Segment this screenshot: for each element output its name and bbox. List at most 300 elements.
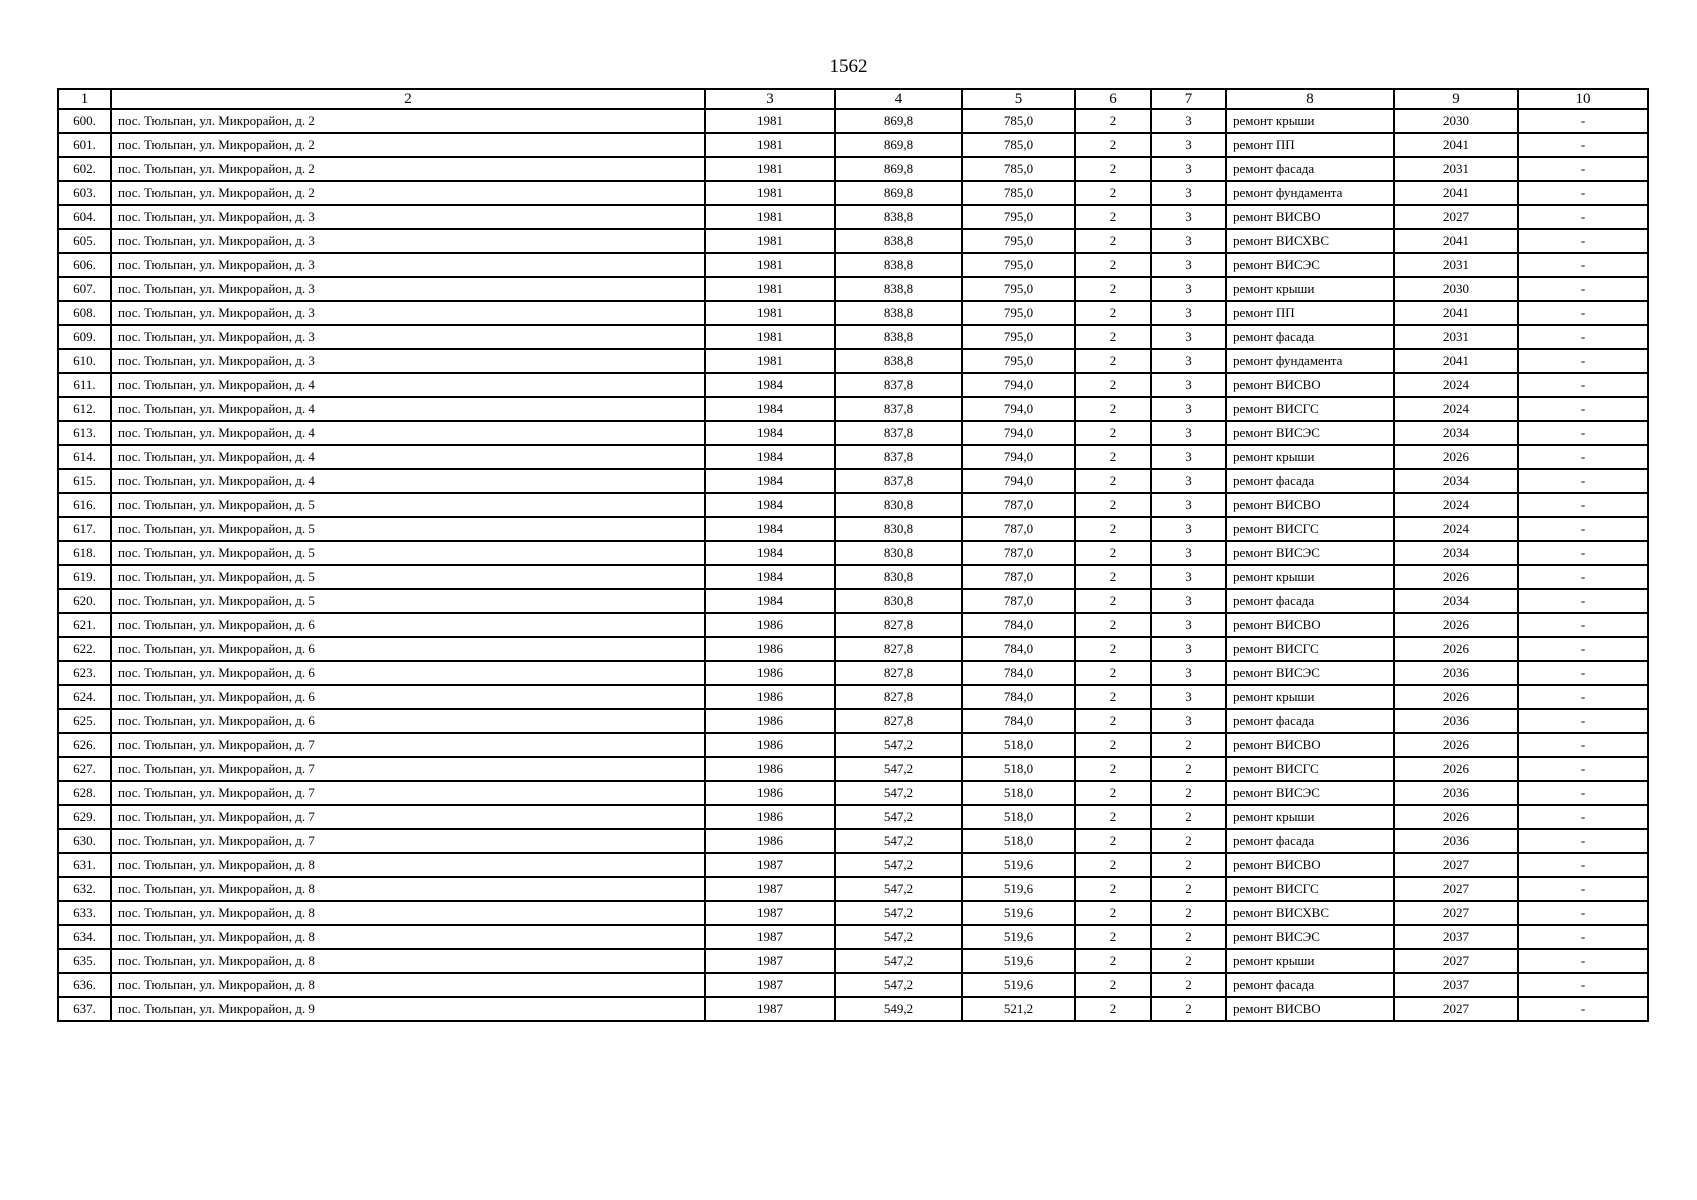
total-area-cell: 869,8 bbox=[835, 133, 962, 157]
address-cell: пос. Тюльпан, ул. Микрорайон, д. 4 bbox=[111, 397, 705, 421]
year-built-cell: 1984 bbox=[705, 397, 835, 421]
living-area-cell: 785,0 bbox=[962, 157, 1075, 181]
work-type-cell: ремонт ВИСВО bbox=[1226, 733, 1394, 757]
row-number-cell: 630. bbox=[58, 829, 111, 853]
table-row bbox=[58, 349, 1648, 373]
work-type-cell: ремонт фасада bbox=[1226, 829, 1394, 853]
table-row bbox=[58, 901, 1648, 925]
address-cell: пос. Тюльпан, ул. Микрорайон, д. 2 bbox=[111, 109, 705, 133]
planned-year-cell: 2036 bbox=[1394, 781, 1518, 805]
year-built-cell: 1987 bbox=[705, 973, 835, 997]
year-built-cell: 1986 bbox=[705, 829, 835, 853]
total-area-cell: 838,8 bbox=[835, 205, 962, 229]
planned-year-cell: 2026 bbox=[1394, 805, 1518, 829]
year-built-cell: 1981 bbox=[705, 133, 835, 157]
floors-cell: 2 bbox=[1075, 109, 1151, 133]
total-area-cell: 830,8 bbox=[835, 493, 962, 517]
total-area-cell: 827,8 bbox=[835, 637, 962, 661]
note-cell: - bbox=[1518, 685, 1648, 709]
row-number-cell: 633. bbox=[58, 901, 111, 925]
planned-year-cell: 2034 bbox=[1394, 589, 1518, 613]
note-cell: - bbox=[1518, 349, 1648, 373]
entrances-cell: 3 bbox=[1151, 109, 1226, 133]
work-type-cell: ремонт ВИСГС bbox=[1226, 757, 1394, 781]
living-area-cell: 785,0 bbox=[962, 181, 1075, 205]
address-cell: пос. Тюльпан, ул. Микрорайон, д. 7 bbox=[111, 829, 705, 853]
note-cell: - bbox=[1518, 829, 1648, 853]
year-built-cell: 1981 bbox=[705, 181, 835, 205]
row-number-cell: 606. bbox=[58, 253, 111, 277]
living-area-cell: 795,0 bbox=[962, 253, 1075, 277]
entrances-cell: 3 bbox=[1151, 301, 1226, 325]
address-cell: пос. Тюльпан, ул. Микрорайон, д. 8 bbox=[111, 901, 705, 925]
table-row bbox=[58, 757, 1648, 781]
note-cell: - bbox=[1518, 133, 1648, 157]
work-type-cell: ремонт ВИСВО bbox=[1226, 493, 1394, 517]
planned-year-cell: 2031 bbox=[1394, 325, 1518, 349]
year-built-cell: 1987 bbox=[705, 997, 835, 1021]
column-header-2: 2 bbox=[111, 89, 705, 109]
row-number-cell: 627. bbox=[58, 757, 111, 781]
total-area-cell: 837,8 bbox=[835, 445, 962, 469]
year-built-cell: 1981 bbox=[705, 301, 835, 325]
row-number-cell: 618. bbox=[58, 541, 111, 565]
living-area-cell: 795,0 bbox=[962, 349, 1075, 373]
note-cell: - bbox=[1518, 589, 1648, 613]
entrances-cell: 2 bbox=[1151, 853, 1226, 877]
planned-year-cell: 2037 bbox=[1394, 973, 1518, 997]
living-area-cell: 519,6 bbox=[962, 853, 1075, 877]
table-row bbox=[58, 421, 1648, 445]
row-number-cell: 621. bbox=[58, 613, 111, 637]
entrances-cell: 3 bbox=[1151, 709, 1226, 733]
planned-year-cell: 2024 bbox=[1394, 373, 1518, 397]
note-cell: - bbox=[1518, 925, 1648, 949]
note-cell: - bbox=[1518, 205, 1648, 229]
note-cell: - bbox=[1518, 157, 1648, 181]
planned-year-cell: 2034 bbox=[1394, 469, 1518, 493]
year-built-cell: 1984 bbox=[705, 589, 835, 613]
column-header-8: 8 bbox=[1226, 89, 1394, 109]
column-header-10: 10 bbox=[1518, 89, 1648, 109]
work-type-cell: ремонт крыши bbox=[1226, 277, 1394, 301]
living-area-cell: 794,0 bbox=[962, 397, 1075, 421]
floors-cell: 2 bbox=[1075, 613, 1151, 637]
living-area-cell: 518,0 bbox=[962, 757, 1075, 781]
planned-year-cell: 2024 bbox=[1394, 517, 1518, 541]
work-type-cell: ремонт ВИСГС bbox=[1226, 397, 1394, 421]
note-cell: - bbox=[1518, 997, 1648, 1021]
note-cell: - bbox=[1518, 421, 1648, 445]
living-area-cell: 518,0 bbox=[962, 781, 1075, 805]
total-area-cell: 837,8 bbox=[835, 397, 962, 421]
address-cell: пос. Тюльпан, ул. Микрорайон, д. 6 bbox=[111, 685, 705, 709]
address-cell: пос. Тюльпан, ул. Микрорайон, д. 8 bbox=[111, 925, 705, 949]
table-row bbox=[58, 181, 1648, 205]
living-area-cell: 518,0 bbox=[962, 829, 1075, 853]
floors-cell: 2 bbox=[1075, 157, 1151, 181]
floors-cell: 2 bbox=[1075, 781, 1151, 805]
address-cell: пос. Тюльпан, ул. Микрорайон, д. 6 bbox=[111, 637, 705, 661]
note-cell: - bbox=[1518, 853, 1648, 877]
planned-year-cell: 2027 bbox=[1394, 877, 1518, 901]
floors-cell: 2 bbox=[1075, 421, 1151, 445]
entrances-cell: 3 bbox=[1151, 565, 1226, 589]
address-cell: пос. Тюльпан, ул. Микрорайон, д. 4 bbox=[111, 445, 705, 469]
entrances-cell: 2 bbox=[1151, 973, 1226, 997]
living-area-cell: 519,6 bbox=[962, 949, 1075, 973]
total-area-cell: 547,2 bbox=[835, 733, 962, 757]
total-area-cell: 838,8 bbox=[835, 325, 962, 349]
year-built-cell: 1981 bbox=[705, 349, 835, 373]
work-type-cell: ремонт фундамента bbox=[1226, 181, 1394, 205]
living-area-cell: 795,0 bbox=[962, 301, 1075, 325]
total-area-cell: 869,8 bbox=[835, 157, 962, 181]
table-row bbox=[58, 301, 1648, 325]
entrances-cell: 2 bbox=[1151, 877, 1226, 901]
year-built-cell: 1987 bbox=[705, 853, 835, 877]
floors-cell: 2 bbox=[1075, 205, 1151, 229]
table-row bbox=[58, 325, 1648, 349]
year-built-cell: 1986 bbox=[705, 685, 835, 709]
living-area-cell: 784,0 bbox=[962, 661, 1075, 685]
work-type-cell: ремонт крыши bbox=[1226, 805, 1394, 829]
planned-year-cell: 2026 bbox=[1394, 637, 1518, 661]
row-number-cell: 609. bbox=[58, 325, 111, 349]
total-area-cell: 838,8 bbox=[835, 301, 962, 325]
total-area-cell: 547,2 bbox=[835, 973, 962, 997]
floors-cell: 2 bbox=[1075, 853, 1151, 877]
row-number-cell: 607. bbox=[58, 277, 111, 301]
table-row bbox=[58, 733, 1648, 757]
address-cell: пос. Тюльпан, ул. Микрорайон, д. 2 bbox=[111, 157, 705, 181]
note-cell: - bbox=[1518, 181, 1648, 205]
work-type-cell: ремонт ВИСВО bbox=[1226, 205, 1394, 229]
repair-schedule-table bbox=[57, 88, 1649, 1022]
work-type-cell: ремонт фундамента bbox=[1226, 349, 1394, 373]
address-cell: пос. Тюльпан, ул. Микрорайон, д. 8 bbox=[111, 949, 705, 973]
year-built-cell: 1981 bbox=[705, 109, 835, 133]
note-cell: - bbox=[1518, 709, 1648, 733]
planned-year-cell: 2027 bbox=[1394, 949, 1518, 973]
row-number-cell: 614. bbox=[58, 445, 111, 469]
note-cell: - bbox=[1518, 973, 1648, 997]
work-type-cell: ремонт ВИСХВС bbox=[1226, 901, 1394, 925]
row-number-cell: 612. bbox=[58, 397, 111, 421]
floors-cell: 2 bbox=[1075, 301, 1151, 325]
entrances-cell: 3 bbox=[1151, 325, 1226, 349]
year-built-cell: 1981 bbox=[705, 229, 835, 253]
year-built-cell: 1987 bbox=[705, 925, 835, 949]
row-number-cell: 611. bbox=[58, 373, 111, 397]
row-number-cell: 624. bbox=[58, 685, 111, 709]
work-type-cell: ремонт ВИСГС bbox=[1226, 517, 1394, 541]
entrances-cell: 3 bbox=[1151, 229, 1226, 253]
note-cell: - bbox=[1518, 229, 1648, 253]
work-type-cell: ремонт ПП bbox=[1226, 133, 1394, 157]
floors-cell: 2 bbox=[1075, 877, 1151, 901]
table-row bbox=[58, 637, 1648, 661]
entrances-cell: 3 bbox=[1151, 253, 1226, 277]
address-cell: пос. Тюльпан, ул. Микрорайон, д. 7 bbox=[111, 733, 705, 757]
total-area-cell: 830,8 bbox=[835, 541, 962, 565]
entrances-cell: 3 bbox=[1151, 637, 1226, 661]
address-cell: пос. Тюльпан, ул. Микрорайон, д. 8 bbox=[111, 973, 705, 997]
table-row bbox=[58, 781, 1648, 805]
address-cell: пос. Тюльпан, ул. Микрорайон, д. 4 bbox=[111, 373, 705, 397]
planned-year-cell: 2026 bbox=[1394, 613, 1518, 637]
planned-year-cell: 2041 bbox=[1394, 349, 1518, 373]
year-built-cell: 1986 bbox=[705, 613, 835, 637]
table-row bbox=[58, 973, 1648, 997]
entrances-cell: 3 bbox=[1151, 277, 1226, 301]
total-area-cell: 547,2 bbox=[835, 925, 962, 949]
note-cell: - bbox=[1518, 277, 1648, 301]
entrances-cell: 2 bbox=[1151, 949, 1226, 973]
floors-cell: 2 bbox=[1075, 133, 1151, 157]
floors-cell: 2 bbox=[1075, 637, 1151, 661]
floors-cell: 2 bbox=[1075, 325, 1151, 349]
living-area-cell: 787,0 bbox=[962, 541, 1075, 565]
table-row bbox=[58, 205, 1648, 229]
row-number-cell: 637. bbox=[58, 997, 111, 1021]
note-cell: - bbox=[1518, 301, 1648, 325]
table-row bbox=[58, 925, 1648, 949]
work-type-cell: ремонт ВИСВО bbox=[1226, 613, 1394, 637]
table-row bbox=[58, 517, 1648, 541]
page-number: 1562 bbox=[829, 56, 868, 77]
row-number-cell: 626. bbox=[58, 733, 111, 757]
floors-cell: 2 bbox=[1075, 661, 1151, 685]
address-cell: пос. Тюльпан, ул. Микрорайон, д. 6 bbox=[111, 613, 705, 637]
entrances-cell: 2 bbox=[1151, 805, 1226, 829]
floors-cell: 2 bbox=[1075, 901, 1151, 925]
living-area-cell: 794,0 bbox=[962, 445, 1075, 469]
work-type-cell: ремонт ВИСВО bbox=[1226, 997, 1394, 1021]
floors-cell: 2 bbox=[1075, 589, 1151, 613]
entrances-cell: 3 bbox=[1151, 613, 1226, 637]
year-built-cell: 1984 bbox=[705, 541, 835, 565]
year-built-cell: 1986 bbox=[705, 637, 835, 661]
year-built-cell: 1981 bbox=[705, 277, 835, 301]
year-built-cell: 1981 bbox=[705, 205, 835, 229]
note-cell: - bbox=[1518, 565, 1648, 589]
living-area-cell: 519,6 bbox=[962, 877, 1075, 901]
column-header-5: 5 bbox=[962, 89, 1075, 109]
living-area-cell: 787,0 bbox=[962, 493, 1075, 517]
note-cell: - bbox=[1518, 373, 1648, 397]
total-area-cell: 547,2 bbox=[835, 805, 962, 829]
total-area-cell: 547,2 bbox=[835, 949, 962, 973]
row-number-cell: 605. bbox=[58, 229, 111, 253]
entrances-cell: 3 bbox=[1151, 181, 1226, 205]
living-area-cell: 785,0 bbox=[962, 109, 1075, 133]
address-cell: пос. Тюльпан, ул. Микрорайон, д. 3 bbox=[111, 253, 705, 277]
row-number-cell: 616. bbox=[58, 493, 111, 517]
living-area-cell: 521,2 bbox=[962, 997, 1075, 1021]
work-type-cell: ремонт крыши bbox=[1226, 949, 1394, 973]
work-type-cell: ремонт крыши bbox=[1226, 685, 1394, 709]
planned-year-cell: 2026 bbox=[1394, 685, 1518, 709]
address-cell: пос. Тюльпан, ул. Микрорайон, д. 7 bbox=[111, 757, 705, 781]
floors-cell: 2 bbox=[1075, 973, 1151, 997]
address-cell: пос. Тюльпан, ул. Микрорайон, д. 8 bbox=[111, 877, 705, 901]
work-type-cell: ремонт крыши bbox=[1226, 445, 1394, 469]
table-row bbox=[58, 805, 1648, 829]
living-area-cell: 519,6 bbox=[962, 901, 1075, 925]
address-cell: пос. Тюльпан, ул. Микрорайон, д. 8 bbox=[111, 853, 705, 877]
work-type-cell: ремонт ВИСЭС bbox=[1226, 421, 1394, 445]
work-type-cell: ремонт ВИСГС bbox=[1226, 877, 1394, 901]
planned-year-cell: 2024 bbox=[1394, 397, 1518, 421]
living-area-cell: 795,0 bbox=[962, 325, 1075, 349]
table-row bbox=[58, 493, 1648, 517]
note-cell: - bbox=[1518, 469, 1648, 493]
table-row bbox=[58, 709, 1648, 733]
planned-year-cell: 2041 bbox=[1394, 133, 1518, 157]
work-type-cell: ремонт ВИСЭС bbox=[1226, 541, 1394, 565]
entrances-cell: 2 bbox=[1151, 901, 1226, 925]
year-built-cell: 1984 bbox=[705, 565, 835, 589]
floors-cell: 2 bbox=[1075, 565, 1151, 589]
floors-cell: 2 bbox=[1075, 277, 1151, 301]
total-area-cell: 838,8 bbox=[835, 253, 962, 277]
planned-year-cell: 2030 bbox=[1394, 109, 1518, 133]
row-number-cell: 600. bbox=[58, 109, 111, 133]
planned-year-cell: 2031 bbox=[1394, 253, 1518, 277]
table-row bbox=[58, 157, 1648, 181]
total-area-cell: 830,8 bbox=[835, 565, 962, 589]
living-area-cell: 518,0 bbox=[962, 805, 1075, 829]
work-type-cell: ремонт ВИСЭС bbox=[1226, 925, 1394, 949]
planned-year-cell: 2034 bbox=[1394, 421, 1518, 445]
entrances-cell: 3 bbox=[1151, 517, 1226, 541]
note-cell: - bbox=[1518, 757, 1648, 781]
address-cell: пос. Тюльпан, ул. Микрорайон, д. 9 bbox=[111, 997, 705, 1021]
total-area-cell: 838,8 bbox=[835, 277, 962, 301]
note-cell: - bbox=[1518, 949, 1648, 973]
total-area-cell: 547,2 bbox=[835, 781, 962, 805]
entrances-cell: 2 bbox=[1151, 757, 1226, 781]
row-number-cell: 628. bbox=[58, 781, 111, 805]
table-row bbox=[58, 613, 1648, 637]
table-row bbox=[58, 277, 1648, 301]
entrances-cell: 3 bbox=[1151, 661, 1226, 685]
entrances-cell: 2 bbox=[1151, 925, 1226, 949]
planned-year-cell: 2024 bbox=[1394, 493, 1518, 517]
year-built-cell: 1981 bbox=[705, 253, 835, 277]
entrances-cell: 3 bbox=[1151, 133, 1226, 157]
work-type-cell: ремонт ВИСГС bbox=[1226, 637, 1394, 661]
address-cell: пос. Тюльпан, ул. Микрорайон, д. 3 bbox=[111, 349, 705, 373]
table-row bbox=[58, 853, 1648, 877]
year-built-cell: 1984 bbox=[705, 517, 835, 541]
floors-cell: 2 bbox=[1075, 949, 1151, 973]
entrances-cell: 3 bbox=[1151, 445, 1226, 469]
column-header-6: 6 bbox=[1075, 89, 1151, 109]
row-number-cell: 629. bbox=[58, 805, 111, 829]
table-row bbox=[58, 445, 1648, 469]
planned-year-cell: 2026 bbox=[1394, 445, 1518, 469]
table-row bbox=[58, 565, 1648, 589]
table-row bbox=[58, 829, 1648, 853]
row-number-cell: 634. bbox=[58, 925, 111, 949]
entrances-cell: 3 bbox=[1151, 157, 1226, 181]
address-cell: пос. Тюльпан, ул. Микрорайон, д. 5 bbox=[111, 541, 705, 565]
row-number-cell: 619. bbox=[58, 565, 111, 589]
living-area-cell: 784,0 bbox=[962, 709, 1075, 733]
living-area-cell: 795,0 bbox=[962, 205, 1075, 229]
total-area-cell: 827,8 bbox=[835, 613, 962, 637]
year-built-cell: 1987 bbox=[705, 877, 835, 901]
total-area-cell: 838,8 bbox=[835, 229, 962, 253]
note-cell: - bbox=[1518, 781, 1648, 805]
address-cell: пос. Тюльпан, ул. Микрорайон, д. 4 bbox=[111, 469, 705, 493]
floors-cell: 2 bbox=[1075, 445, 1151, 469]
column-header-1: 1 bbox=[58, 89, 111, 109]
work-type-cell: ремонт ПП bbox=[1226, 301, 1394, 325]
work-type-cell: ремонт фасада bbox=[1226, 589, 1394, 613]
work-type-cell: ремонт фасада bbox=[1226, 709, 1394, 733]
year-built-cell: 1986 bbox=[705, 733, 835, 757]
year-built-cell: 1986 bbox=[705, 757, 835, 781]
note-cell: - bbox=[1518, 325, 1648, 349]
address-cell: пос. Тюльпан, ул. Микрорайон, д. 7 bbox=[111, 805, 705, 829]
work-type-cell: ремонт ВИСЭС bbox=[1226, 253, 1394, 277]
entrances-cell: 2 bbox=[1151, 733, 1226, 757]
planned-year-cell: 2041 bbox=[1394, 181, 1518, 205]
planned-year-cell: 2041 bbox=[1394, 229, 1518, 253]
floors-cell: 2 bbox=[1075, 229, 1151, 253]
total-area-cell: 547,2 bbox=[835, 757, 962, 781]
row-number-cell: 602. bbox=[58, 157, 111, 181]
entrances-cell: 3 bbox=[1151, 397, 1226, 421]
work-type-cell: ремонт ВИСЭС bbox=[1226, 781, 1394, 805]
total-area-cell: 869,8 bbox=[835, 109, 962, 133]
table-row bbox=[58, 253, 1648, 277]
year-built-cell: 1986 bbox=[705, 805, 835, 829]
row-number-cell: 636. bbox=[58, 973, 111, 997]
table-row bbox=[58, 589, 1648, 613]
total-area-cell: 869,8 bbox=[835, 181, 962, 205]
entrances-cell: 3 bbox=[1151, 469, 1226, 493]
entrances-cell: 3 bbox=[1151, 421, 1226, 445]
living-area-cell: 784,0 bbox=[962, 685, 1075, 709]
note-cell: - bbox=[1518, 109, 1648, 133]
table-row bbox=[58, 685, 1648, 709]
table-row bbox=[58, 397, 1648, 421]
table-row bbox=[58, 949, 1648, 973]
living-area-cell: 795,0 bbox=[962, 229, 1075, 253]
row-number-cell: 608. bbox=[58, 301, 111, 325]
floors-cell: 2 bbox=[1075, 253, 1151, 277]
total-area-cell: 830,8 bbox=[835, 517, 962, 541]
year-built-cell: 1984 bbox=[705, 493, 835, 517]
year-built-cell: 1984 bbox=[705, 373, 835, 397]
floors-cell: 2 bbox=[1075, 541, 1151, 565]
row-number-cell: 603. bbox=[58, 181, 111, 205]
planned-year-cell: 2027 bbox=[1394, 997, 1518, 1021]
entrances-cell: 3 bbox=[1151, 541, 1226, 565]
floors-cell: 2 bbox=[1075, 925, 1151, 949]
work-type-cell: ремонт ВИСВО bbox=[1226, 853, 1394, 877]
total-area-cell: 837,8 bbox=[835, 373, 962, 397]
planned-year-cell: 2041 bbox=[1394, 301, 1518, 325]
year-built-cell: 1984 bbox=[705, 469, 835, 493]
planned-year-cell: 2037 bbox=[1394, 925, 1518, 949]
year-built-cell: 1981 bbox=[705, 325, 835, 349]
work-type-cell: ремонт ВИСВО bbox=[1226, 373, 1394, 397]
